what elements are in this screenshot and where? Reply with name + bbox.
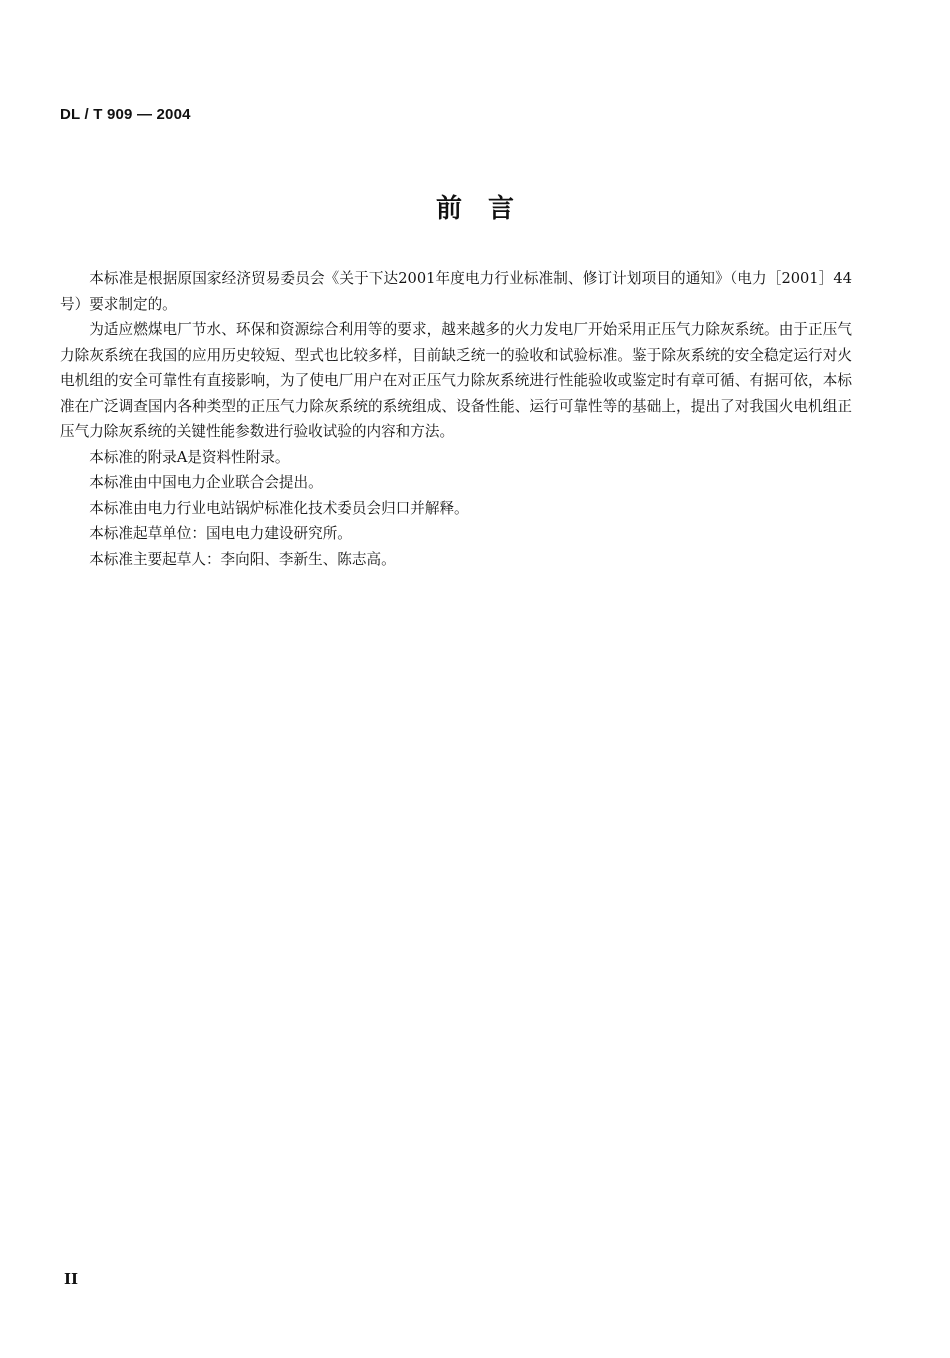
paragraph-appendix-note: 本标准的附录A是资料性附录。: [89, 448, 290, 466]
paragraph-source-notice: 本标准是根据原国家经济贸易委员会《关于下达2001年度电力行业标准制、修订计划项目的通知》（电力［2001］44号）要求制定的。: [60, 270, 852, 313]
paragraph-proposer: 本标准由中国电力企业联合会提出。: [89, 474, 323, 491]
preface-body: [60, 266, 852, 572]
paragraph-responsible-committee: 本标准由电力行业电站锅炉标准化技术委员会归口并解释。: [89, 499, 469, 517]
paragraph-main-drafters: 本标准主要起草人：李向阳、李新生、陈志高。: [89, 550, 396, 568]
paragraph-background: 为适应燃煤电厂节水、环保和资源综合利用等的要求，越来越多的火力发电厂开始采用正压气力除灰系统。由于正压气力除灰系统在我国的应用历史较短、型式也比较多样，目前缺乏统一的验收和试验标准。鉴于除灰系统的安全稳定运行对火电机组的安全可靠性有直接影响，为了使电厂用户在对正压气力除灰系统进行性能验收或鉴定时有章可循、有据可依，本标准在广泛调查国内各种类型的正压气力除灰系统的系统组成、设备性能、运行可靠性等的基础上，提出了对我国火电机组正压气力除灰系统的关键性能参数进行验收试验的内容和方法。: [60, 321, 852, 440]
standard-code-header: DL / T 909 — 2004: [60, 106, 191, 123]
preface-title: 前 言: [435, 194, 514, 224]
paragraph-drafting-unit: 本标准起草单位：国电电力建设研究所。: [89, 525, 352, 542]
page-number: II: [64, 1270, 79, 1288]
